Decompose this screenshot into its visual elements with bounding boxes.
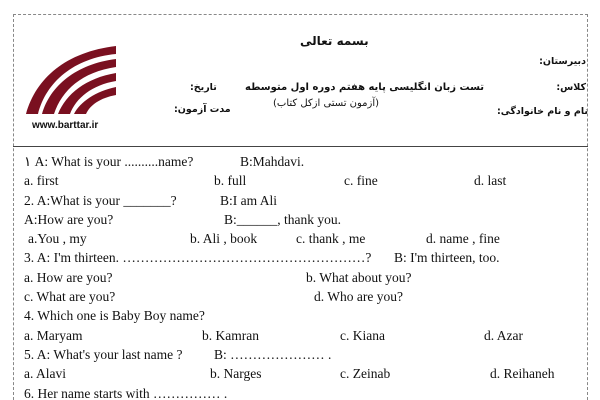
question-line xyxy=(24,306,588,325)
student-name-label: نام و نام خانوادگی: xyxy=(496,106,588,117)
option-d: d. last xyxy=(474,173,507,189)
option-c: c. Kiana xyxy=(340,327,385,343)
question-line xyxy=(24,345,588,364)
option-line xyxy=(24,287,588,306)
option-a: a. How are you? xyxy=(24,269,113,285)
question-text: 4. Which one is Baby Boy name? xyxy=(24,308,205,324)
option-a: a. Alavi xyxy=(24,366,66,382)
answer-text: B:Mahdavi. xyxy=(240,154,305,169)
option-line xyxy=(24,229,588,248)
question-line xyxy=(24,191,588,210)
option-b: b. What about you? xyxy=(306,269,412,285)
option-a: a. first xyxy=(24,173,59,189)
class-label: کلاس: xyxy=(556,82,586,93)
header-title: بسمه تعالی xyxy=(300,34,369,48)
header-divider xyxy=(13,146,588,147)
question-line xyxy=(24,384,588,400)
barttar-logo-icon xyxy=(22,42,118,116)
option-d: d. Azar xyxy=(484,327,523,343)
option-line xyxy=(24,268,588,287)
option-c: c. thank , me xyxy=(296,231,366,247)
website-url: www.barttar.ir xyxy=(32,120,99,131)
question-text: 6. Her name starts with …………… . xyxy=(24,385,228,400)
option-c: c. Zeinab xyxy=(340,366,391,382)
question-text: 5. A: What's your last name ? xyxy=(24,346,183,362)
question-text: 2. A:What is your _______? xyxy=(24,192,177,208)
question-text: A:How are you? xyxy=(24,211,114,227)
answer-text: B: I'm thirteen, too. xyxy=(394,250,500,266)
answer-text: B:______, thank you. xyxy=(224,211,341,227)
option-a: a. Maryam xyxy=(24,327,83,343)
test-title: تست زبان انگلیسی پایه هفتم دوره اول متوسطه xyxy=(245,82,485,93)
option-line xyxy=(24,326,588,345)
option-d: d. Who are you? xyxy=(314,289,403,305)
test-subtitle: (آزمون تستی ازکل کتاب) xyxy=(273,98,380,109)
option-c: c. fine xyxy=(344,173,378,189)
question-text: 3. A: I'm thirteen. ………………………………………………? xyxy=(24,250,372,266)
option-b: b. full xyxy=(214,173,247,189)
duration-label: مدت آزمون: xyxy=(174,104,231,115)
school-label: دبیرستان: xyxy=(539,56,586,67)
date-label: تاریخ: xyxy=(190,82,217,93)
option-c: c. What are you? xyxy=(24,289,116,305)
question-text: ۱ A: What is your ..........name? xyxy=(24,154,194,169)
option-a: a.You , my xyxy=(28,231,87,247)
answer-text: B:I am Ali xyxy=(220,192,277,208)
question-line xyxy=(24,210,588,229)
option-b: b. Ali , book xyxy=(190,231,258,247)
option-d: d. name , fine xyxy=(426,231,500,247)
option-b: b. Kamran xyxy=(202,327,259,343)
question-list xyxy=(24,152,588,400)
option-b: b. Narges xyxy=(210,366,262,382)
option-line xyxy=(24,364,588,383)
option-line xyxy=(24,171,588,190)
question-line xyxy=(24,152,588,171)
question-line xyxy=(24,248,588,267)
option-d: d. Reihaneh xyxy=(490,366,555,382)
answer-text: B: ………………… . xyxy=(214,346,332,362)
